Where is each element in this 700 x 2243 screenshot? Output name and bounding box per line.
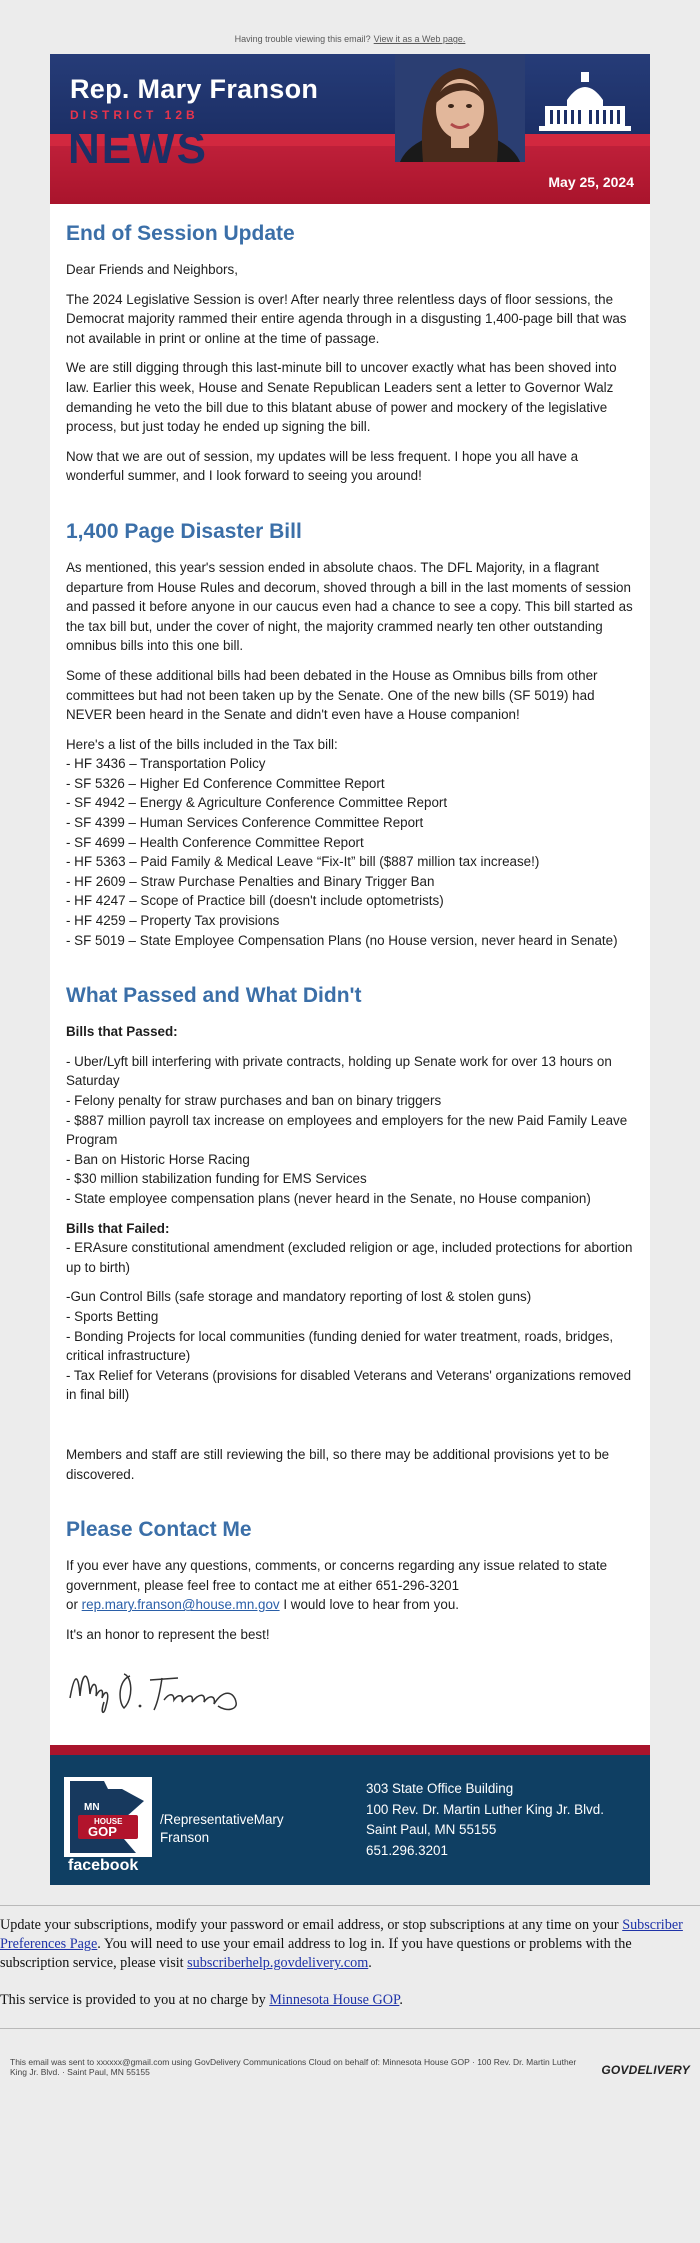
phone-number: 651.296.3201 [366, 1842, 448, 1858]
email-link[interactable]: rep.mary.franson@house.mn.gov [81, 1597, 280, 1613]
list-item: - Ban on Historic Horse Racing [66, 1151, 250, 1167]
govdelivery-logo[interactable]: GOVDELIVERY [601, 2063, 690, 2078]
paragraph: As mentioned, this year's session ended in absolute chaos. The DFL Majority, in a flagrant departure from House Rules and decorum, shoved through a bill in the last moments of session and passed it before anyone in our caucus even had a chance to see a copy. This bill started as the tax bill but, under the cover of night, the majority crammed nearly ten other outstanding omnibus bills into this one bill. [66, 559, 633, 654]
paragraph: Now that we are out of session, my updates will be less frequent. I hope you all have a wonderful summer, and I look forward to seeing you around! [66, 448, 579, 484]
paragraph: The 2024 Legislative Session is over! After nearly three relentless days of floor sessions, the Democrat majority rammed their entire agenda through in a disgusting 1,400-page bill that was not available in print or online at the time of passage. [66, 291, 627, 346]
section-heading-end-of-session: End of Session Update [66, 222, 295, 245]
tax-bill-list [66, 735, 634, 951]
facebook-handle[interactable]: /RepresentativeMary Franson [160, 1812, 284, 1846]
web-version-link[interactable]: View it as a Web page. [373, 34, 466, 44]
subscriber-help-link[interactable]: subscriberhelp.govdelivery.com [187, 1955, 369, 1972]
capitol-icon [537, 72, 633, 132]
contact-paragraph: If you ever have any questions, comments, or concerns regarding any issue related to state government, please feel free to contact me at either 651-296-3201 or rep.mary.franson@house.mn.gov I would love to hear from you. [66, 1558, 608, 1613]
subscription-notice [0, 1906, 700, 2010]
passed-list [66, 1052, 634, 1209]
news-wordmark: NEWS [68, 124, 208, 173]
newsletter-content [50, 204, 650, 1745]
list-item: - Sports Betting [66, 1308, 159, 1324]
failed-label: Bills that Failed: [66, 1220, 170, 1236]
failed-list [66, 1287, 634, 1405]
facebook-label: facebook [68, 1857, 139, 1875]
list-item: - $30 million stabilization funding for EMS Services [66, 1171, 367, 1187]
gop-logo [64, 1777, 152, 1857]
paragraph: We are still digging through this last-minute bill to uncover exactly what has been shoved into law. Earlier this week, House and Senate Republican Leaders sent a letter to Governor Walz demanding he veto the bill due to this blatant abuse of power and mockery of the legislative process, but just today he ended up signing the bill. [66, 360, 617, 435]
list-item: - Uber/Lyft bill interfering with private contracts, holding up Senate work for over 13 hours on Saturday [66, 1053, 612, 1089]
subscriber-preferences-link[interactable]: Subscriber Preferences Page [0, 1917, 683, 1953]
list-item: - ERAsure constitutional amendment (excluded religion or age, included protections for abortion up to birth) [66, 1240, 633, 1275]
svg-text:GOP: GOP [88, 1824, 117, 1840]
district-label: DISTRICT 12B [70, 108, 199, 122]
facebook-badge[interactable] [64, 1777, 152, 1877]
address-line: Saint Paul, MN 55155 [366, 1822, 497, 1838]
subscription-paragraph: Update your subscriptions, modify your password or email address, or stop subscriptions at any time on your Subscriber Preferences Page. You will need to use your email address to log in. If you have questions or problems with the subscription service, please visit subscriberhelp.govdelivery.com. [0, 1917, 683, 1972]
list-item: - HF 3436 – Transportation Policy [66, 756, 266, 772]
list-item: - Tax Relief for Veterans (provisions for disabled Veterans and Veterans' organizations removed in final bill) [66, 1367, 632, 1403]
header-banner [50, 54, 650, 204]
list-item: - SF 4699 – Health Conference Committee Report [66, 834, 364, 850]
provider-paragraph: This service is provided to you at no charge by Minnesota House GOP. [0, 1992, 403, 2009]
list-item: - SF 5326 – Higher Ed Conference Committee Report [66, 775, 385, 791]
list-item: - HF 2609 – Straw Purchase Penalties and Binary Trigger Ban [66, 873, 435, 889]
passed-label: Bills that Passed: [66, 1024, 178, 1040]
divider [0, 2028, 700, 2029]
portrait-photo [395, 54, 525, 162]
svg-text:MN: MN [84, 1802, 100, 1814]
list-item: - SF 5019 – State Employee Compensation Plans (no House version, never heard in Senate) [66, 932, 618, 948]
list-item: - Bonding Projects for local communities (funding denied for water treatment, roads, bridges, critical infrastructure) [66, 1328, 614, 1364]
rep-name: Rep. Mary Franson [70, 74, 319, 104]
preheader-text: Having trouble viewing this email? [234, 34, 371, 44]
list-item: - HF 5363 – Paid Family & Medical Leave “Fix-It” bill ($887 million tax increase!) [66, 854, 540, 870]
list-item: - HF 4259 – Property Tax provisions [66, 913, 280, 929]
section-heading-contact: Please Contact Me [66, 1518, 252, 1542]
issue-date: May 25, 2024 [548, 174, 634, 190]
list-intro: Here's a list of the bills included in the Tax bill: [66, 736, 338, 752]
signature [66, 1658, 266, 1720]
list-item: - HF 4247 – Scope of Practice bill (doesn't include optometrists) [66, 893, 444, 909]
svg-text:HOUSE: HOUSE [94, 1817, 123, 1827]
greeting: Dear Friends and Neighbors, [66, 262, 238, 277]
contact-footer [50, 1745, 650, 1885]
list-item: - $887 million payroll tax increase on employees and employers for the new Paid Family Leave Program [66, 1112, 628, 1148]
bottom-bar [0, 2049, 700, 2085]
failed-list-first [66, 1238, 634, 1277]
office-address [366, 1779, 604, 1861]
list-item: - SF 4942 – Energy & Agriculture Conference Committee Report [66, 795, 448, 811]
preheader [0, 0, 700, 54]
address-line: 100 Rev. Dr. Martin Luther King Jr. Blvd. [366, 1801, 604, 1817]
address-line: 303 State Office Building [366, 1781, 514, 1797]
section-heading-passed-failed: What Passed and What Didn't [66, 984, 362, 1008]
list-item: - SF 4399 – Human Services Conference Committee Report [66, 815, 424, 831]
section-heading-disaster-bill: 1,400 Page Disaster Bill [66, 519, 302, 543]
list-item: - State employee compensation plans (never heard in the Senate, no House companion) [66, 1190, 591, 1206]
closing-paragraph: Members and staff are still reviewing the bill, so there may be additional provisions yet to be discovered. [66, 1446, 610, 1482]
list-item: - Felony penalty for straw purchases and ban on binary triggers [66, 1093, 442, 1108]
list-item: -Gun Control Bills (safe storage and mandatory reporting of lost & stolen guns) [66, 1289, 532, 1305]
minnesota-map-icon [64, 1777, 152, 1857]
email-body [50, 54, 650, 1885]
provider-link[interactable]: Minnesota House GOP [269, 1992, 400, 2009]
honor-line: It's an honor to represent the best! [66, 1626, 270, 1642]
paragraph: Some of these additional bills had been debated in the House as Omnibus bills from other committees but had not been taken up by the Senate. One of the new bills (SF 5019) had NEVER been heard in the Senate and didn't even have a House companion! [66, 667, 598, 723]
sent-to-notice: This email was sent to xxxxxx@gmail.com using GovDelivery Communications Cloud on behalf of: Minnesota House GOP · 100 Rev. Dr. Martin Luther King Jr. Blvd. · Saint Paul, MN 55155 [10, 2057, 577, 2078]
